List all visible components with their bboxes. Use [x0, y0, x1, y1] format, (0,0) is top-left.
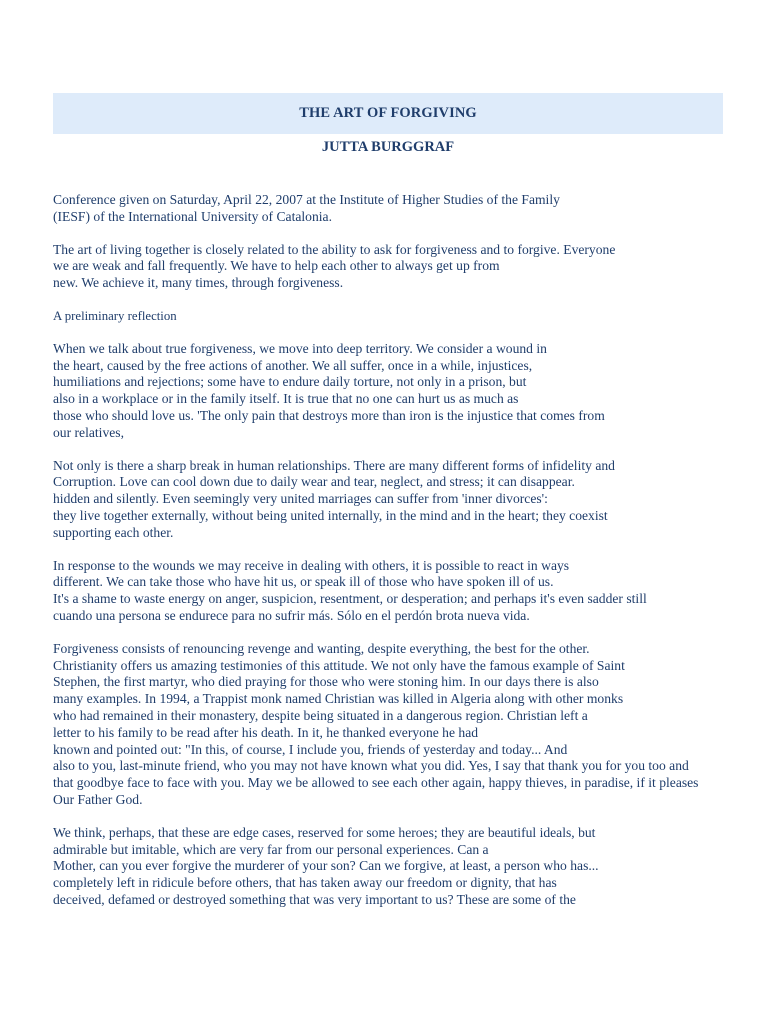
- text-line: known and pointed out: "In this, of course, I include you, friends of yesterday and today... And: [53, 741, 568, 757]
- document-body: [53, 192, 758, 925]
- text-line: that goodbye face to face with you. May we be allowed to see each other again, happy thieves, in paradise, if it pleases: [53, 775, 699, 791]
- text-line: It's a shame to waste energy on anger, suspicion, resentment, or desperation; and perhaps it's even sadder still: [53, 591, 647, 607]
- text-line: they live together externally, without being united internally, in the mind and in the heart; they coexist: [53, 507, 608, 523]
- text-line: Not only is there a sharp break in human relationships. There are many different forms of infidelity and: [53, 457, 615, 473]
- section-heading: [53, 308, 758, 325]
- text-line: those who should love us. 'The only pain that destroys more than iron is the injustice that comes from: [53, 407, 605, 423]
- paragraph: [53, 458, 758, 542]
- text-line: also in a workplace or in the family itself. It is true that no one can hurt us as much as: [53, 391, 519, 407]
- text-line: A preliminary reflection: [53, 308, 177, 323]
- text-line: Stephen, the first martyr, who died praying for those who were stoning him. In our days there is also: [53, 674, 599, 690]
- text-line: many examples. In 1994, a Trappist monk named Christian was killed in Algeria along with other monks: [53, 691, 624, 707]
- title-banner: [53, 93, 723, 134]
- text-line: Mother, can you ever forgive the murderer of your son? Can we forgive, at least, a person who has...: [53, 858, 599, 874]
- text-line: Our Father God.: [53, 791, 143, 807]
- paragraph: [53, 242, 758, 292]
- text-line: our relatives,: [53, 424, 124, 440]
- text-line: We think, perhaps, that these are edge cases, reserved for some heroes; they are beautiful ideals, but: [53, 824, 596, 840]
- paragraph: [53, 558, 758, 625]
- paragraph: [53, 192, 758, 226]
- text-line: Christianity offers us amazing testimonies of this attitude. We not only have the famous example of Saint: [53, 657, 625, 673]
- text-line: humiliations and rejections; some have to endure daily torture, not only in a prison, but: [53, 374, 527, 390]
- text-line: supporting each other.: [53, 524, 174, 540]
- text-line: admirable but imitable, which are very far from our personal experiences. Can a: [53, 841, 489, 857]
- text-line: In response to the wounds we may receive in dealing with others, it is possible to react in ways: [53, 557, 570, 573]
- text-line: cuando una persona se endurece para no sufrir más. Sólo en el perdón brota nueva vida.: [53, 607, 530, 623]
- text-line: hidden and silently. Even seemingly very united marriages can suffer from 'inner divorces':: [53, 491, 548, 507]
- text-line: new. We achieve it, many times, through forgiveness.: [53, 275, 344, 291]
- text-line: we are weak and fall frequently. We have to help each other to always get up from: [53, 258, 500, 274]
- text-line: When we talk about true forgiveness, we move into deep territory. We consider a wound in: [53, 340, 547, 356]
- text-line: deceived, defamed or destroyed something that was very important to us? These are some of the: [53, 891, 576, 907]
- text-line: different. We can take those who have hit us, or speak ill of those who have spoken ill of us.: [53, 574, 554, 590]
- text-line: Forgiveness consists of renouncing revenge and wanting, despite everything, the best for the other.: [53, 640, 590, 656]
- paragraph: [53, 641, 758, 809]
- text-line: The art of living together is closely related to the ability to ask for forgiveness and to forgive. Everyone: [53, 241, 616, 257]
- text-line: the heart, caused by the free actions of another. We all suffer, once in a while, injustices,: [53, 357, 533, 373]
- text-line: also to you, last-minute friend, who you may not have known what you did. Yes, I say that thank you for you too and: [53, 758, 689, 774]
- text-line: (IESF) of the International University of Catalonia.: [53, 208, 332, 224]
- text-line: who had remained in their monastery, despite being situated in a dangerous region. Christian left a: [53, 707, 588, 723]
- text-line: letter to his family to be read after his death. In it, he thanked everyone he had: [53, 724, 479, 740]
- document-title: THE ART OF FORGIVING: [299, 105, 477, 121]
- document-author: JUTTA BURGGRAF: [321, 139, 455, 155]
- text-line: completely left in ridicule before others, that has taken away our freedom or dignity, that has: [53, 875, 557, 891]
- paragraph: [53, 341, 758, 442]
- text-line: Conference given on Saturday, April 22, 2007 at the Institute of Higher Studies of the Family: [53, 192, 560, 207]
- text-line: Corruption. Love can cool down due to daily wear and tear, neglect, and stress; it can disappear.: [53, 474, 575, 490]
- paragraph: [53, 825, 758, 909]
